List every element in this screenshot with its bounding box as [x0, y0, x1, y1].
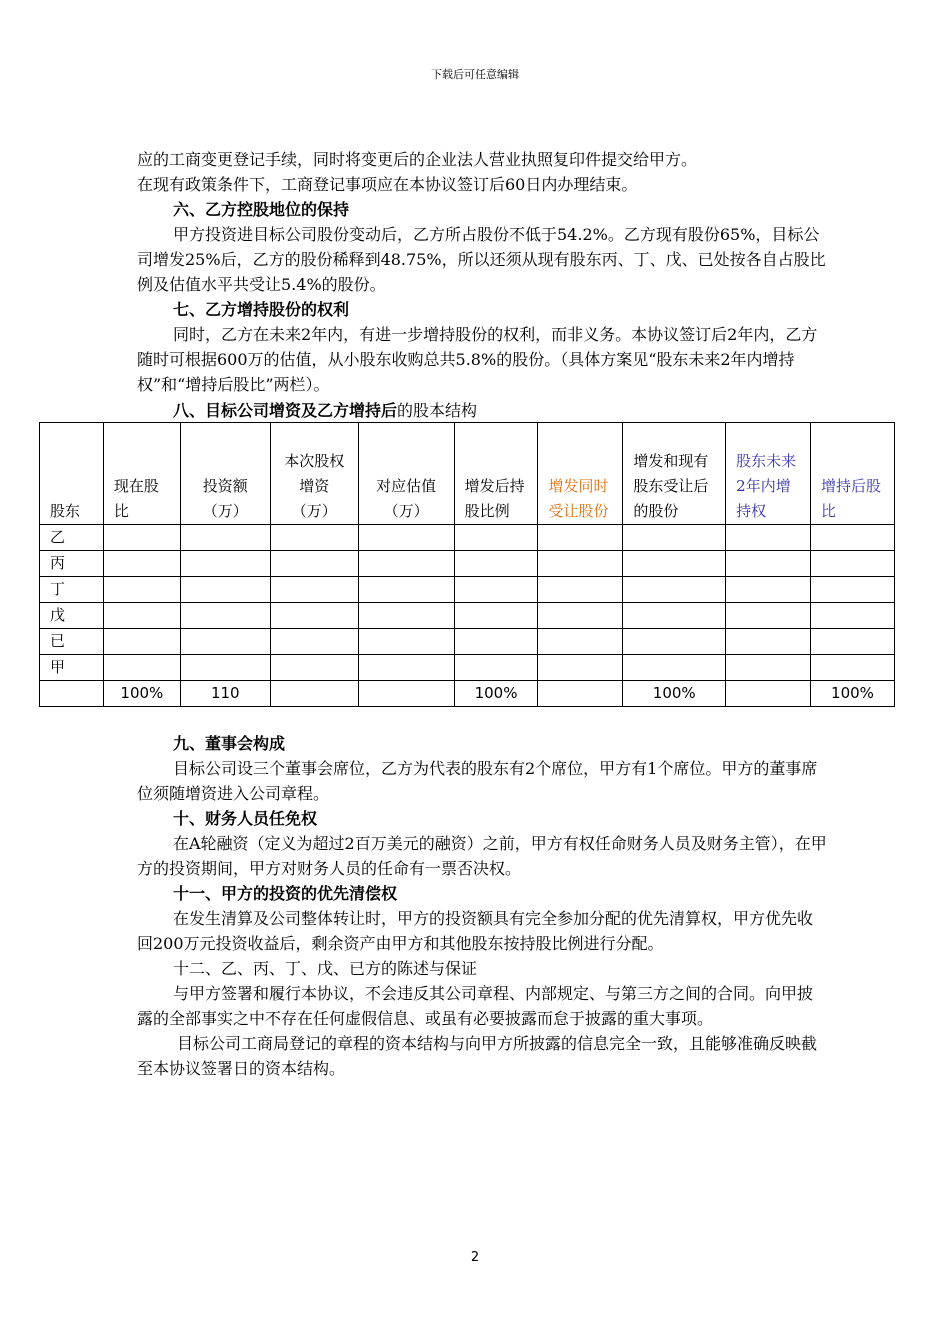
section-12-text: 目标公司工商局登记的章程的资本结构与向甲方所披露的信息完全一致，且能够准确反映截至本协议签署日的资本结构。 — [137, 1034, 818, 1078]
table-cell — [180, 655, 270, 681]
table-cell — [811, 525, 895, 551]
table-cell: 丙 — [40, 551, 104, 577]
table-cell: 戊 — [40, 603, 104, 629]
table-cell — [103, 525, 180, 551]
table-cell — [726, 681, 811, 707]
table-row — [40, 577, 895, 603]
table-row — [40, 525, 895, 551]
header-cell: 现在股比 — [103, 423, 180, 525]
page-header: 下载后可任意编辑 — [431, 68, 519, 81]
table-row — [40, 655, 895, 681]
page-number: 2 — [470, 1250, 480, 1265]
table-row — [40, 629, 895, 655]
table-cell — [454, 525, 538, 551]
table-cell: 100% — [811, 681, 895, 707]
section-9-text: 目标公司设三个董事会席位，乙方为代表的股东有2个席位，甲方有1个席位。甲方的董事席位须随增资进入公司章程。 — [137, 759, 818, 803]
table-cell — [358, 655, 454, 681]
table-cell — [538, 603, 623, 629]
section-8-title-bold: 八、目标公司增资及乙方增持后 — [173, 401, 398, 420]
section-7-text: 同时，乙方在未来2年内，有进一步增持股份的权利，而非义务。本协议签订后2年内，乙方随时可根据600万的估值，从小股东收购总共5.8%的股份。（具体方案见“股东未来2年内增持权”和“增持后股比”两栏）。 — [137, 325, 818, 394]
table-cell — [623, 577, 726, 603]
table-cell — [270, 655, 358, 681]
header-cell: 股东 — [40, 423, 104, 525]
section-9-title: 九、董事会构成 — [173, 734, 286, 753]
table-cell — [538, 551, 623, 577]
table-cell: 丁 — [40, 577, 104, 603]
table-cell — [358, 577, 454, 603]
table-cell: 100% — [454, 681, 538, 707]
section-10-text: 在A轮融资（定义为超过2百万美元的融资）之前，甲方有权任命财务人员及财务主管），在甲方的投资期间，甲方对财务人员的任命有一票否决权。 — [137, 834, 827, 878]
table-cell — [538, 525, 623, 551]
table-cell — [103, 655, 180, 681]
section-6-title: 六、乙方控股地位的保持 — [173, 200, 350, 219]
table-cell: 甲 — [40, 655, 104, 681]
table-cell — [811, 655, 895, 681]
table-cell — [726, 577, 811, 603]
table-cell — [726, 629, 811, 655]
section-12-text: 与甲方签署和履行本协议，不会违反其公司章程、内部规定、与第三方之间的合同。向甲披露的全部事实之中不存在任何虚假信息、或虽有必要披露而怠于披露的重大事项。 — [137, 984, 814, 1028]
table-cell — [358, 551, 454, 577]
table-cell — [103, 629, 180, 655]
table-cell — [180, 551, 270, 577]
table-cell: 已 — [40, 629, 104, 655]
table-cell — [454, 577, 538, 603]
section-6-text: 甲方投资进目标公司股份变动后，乙方所占股份不低于54.2%。乙方现有股份65%，目标公司增发25%后，乙方的股份稀释到48.75%，所以还须从现有股东丙、丁、戊、已处按各自占股比例及估值水平共受让5.4%的股份。 — [137, 225, 826, 294]
table-cell — [103, 551, 180, 577]
table-cell — [623, 525, 726, 551]
table-cell — [270, 603, 358, 629]
table-cell — [538, 655, 623, 681]
section-10-title: 十、财务人员任免权 — [173, 809, 318, 828]
equity-structure-table — [39, 422, 895, 707]
table-cell — [358, 629, 454, 655]
table-cell — [454, 655, 538, 681]
header-cell: 对应估值（万） — [358, 423, 454, 525]
table-cell — [270, 551, 358, 577]
section-7-title: 七、乙方增持股份的权利 — [173, 300, 350, 319]
header-cell: 本次股权增资（万） — [270, 423, 358, 525]
section-8-title-rest: 的股本结构 — [397, 401, 478, 420]
table-cell — [726, 525, 811, 551]
table-row — [40, 681, 895, 707]
table-cell — [623, 551, 726, 577]
table-cell — [811, 603, 895, 629]
table-cell — [454, 603, 538, 629]
table-cell — [811, 551, 895, 577]
table-cell — [270, 577, 358, 603]
table-cell: 乙 — [40, 525, 104, 551]
paragraph: 应的工商变更登记手续，同时将变更后的企业法人营业执照复印件提交给甲方。 — [137, 150, 698, 169]
table-cell — [623, 655, 726, 681]
table-cell — [358, 681, 454, 707]
table-cell — [726, 603, 811, 629]
table-cell — [180, 629, 270, 655]
section-12-title: 十二、乙、丙、丁、戊、已方的陈述与保证 — [173, 959, 478, 978]
table-cell: 100% — [103, 681, 180, 707]
table-cell — [726, 551, 811, 577]
table-cell — [454, 629, 538, 655]
document-body-bottom — [137, 731, 827, 1081]
section-8-title — [137, 398, 837, 423]
table-row — [40, 603, 895, 629]
table-row — [40, 551, 895, 577]
table-header-row — [40, 423, 895, 525]
section-11-title: 十一、甲方的投资的优先清偿权 — [173, 884, 398, 903]
header-cell: 股东未来2年内增持权 — [726, 423, 811, 525]
table-cell — [811, 629, 895, 655]
table-cell — [538, 629, 623, 655]
table-cell — [40, 681, 104, 707]
table-cell — [270, 525, 358, 551]
section-11-text: 在发生清算及公司整体转让时，甲方的投资额具有完全参加分配的优先清算权，甲方优先收回200万元投资收益后，剩余资产由甲方和其他股东按持股比例进行分配。 — [137, 909, 814, 953]
table-cell: 110 — [180, 681, 270, 707]
table-cell — [623, 603, 726, 629]
table-cell — [180, 525, 270, 551]
table-cell — [358, 603, 454, 629]
table-cell — [726, 655, 811, 681]
table-cell — [538, 681, 623, 707]
paragraph: 在现有政策条件下，工商登记事项应在本协议签订后60日内办理结束。 — [137, 175, 638, 194]
header-cell: 增发和现有股东受让后的股份 — [623, 423, 726, 525]
table-cell — [270, 629, 358, 655]
table-cell — [538, 577, 623, 603]
table-cell — [623, 629, 726, 655]
table-cell — [358, 525, 454, 551]
document-body-top — [137, 147, 827, 397]
table-cell — [180, 577, 270, 603]
table-cell — [180, 603, 270, 629]
table-cell — [103, 577, 180, 603]
table-cell — [270, 681, 358, 707]
header-cell: 增发后持股比例 — [454, 423, 538, 525]
table-cell — [454, 551, 538, 577]
table-cell — [811, 577, 895, 603]
table-cell — [103, 603, 180, 629]
table-cell: 100% — [623, 681, 726, 707]
header-cell: 投资额（万） — [180, 423, 270, 525]
header-cell: 增持后股比 — [811, 423, 895, 525]
header-cell: 增发同时受让股份 — [538, 423, 623, 525]
